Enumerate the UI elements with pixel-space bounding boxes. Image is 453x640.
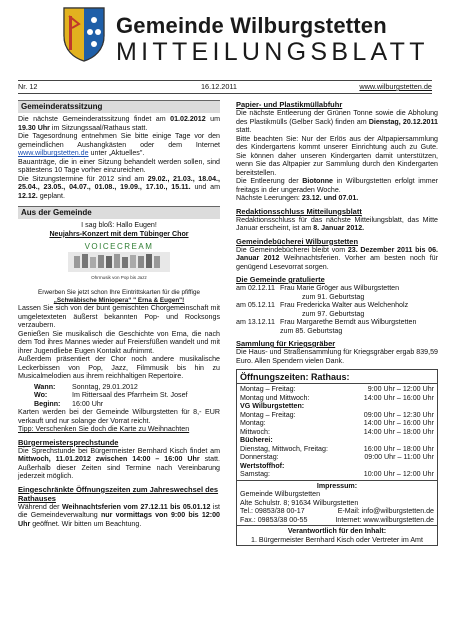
responsibility: Verantwortlich für den Inhalt: 1. Bürgermeister Bernhard Kisch oder Vertreter im Amt bbox=[237, 526, 437, 545]
hours-row: Montag – Freitag: 9:00 Uhr – 12:00 Uhr bbox=[240, 385, 434, 393]
hours-row: Dienstag, Mittwoch, Freitag: 16:00 Uhr – 18:00 Uhr bbox=[240, 444, 434, 453]
hours-row: Montag: 14:00 Uhr – 16:00 Uhr bbox=[240, 419, 434, 427]
left-column bbox=[18, 100, 220, 528]
paragraph: Die Entleerung der Biotonne in Wilburgstetten erfolgt immer freitags in der ungeraden Woche. bbox=[236, 177, 439, 194]
event-label: Wo: bbox=[34, 391, 48, 400]
hours-subheading: VG Wilburgstetten: bbox=[240, 402, 305, 410]
paragraph: Bitte beachten Sie: Nur der Erlös aus der Altpapiersammlung des Kindergartens kommt unserer Einrichtung auch zu Gute. Sie können daher unseren Kindergarten damit unterstützen, wenn Sie das Altpapier zur Sammlung durch den Kindergarten bereitstellen. bbox=[236, 134, 438, 177]
choir-logo bbox=[64, 240, 174, 286]
intro-line: I sag bloß: Hallo Eugen! bbox=[81, 221, 157, 229]
logo-wordmark: VOICECREAM bbox=[84, 242, 154, 251]
event-value: 16:00 Uhr bbox=[72, 399, 104, 408]
section-heading: Aus der Gemeinde bbox=[18, 206, 220, 219]
issue-number: Nr. 12 bbox=[18, 82, 38, 91]
paragraph: Bauanträge, die in einer Sitzung behandelt werden sollen, sind spätestens 10 Tage vorher einzureichen. bbox=[18, 157, 220, 174]
birthday-list bbox=[236, 284, 438, 335]
paragraph: Außerdem präsentiert der Chor noch andere musikalische Leckerbissen von Pop, Jazz, Filmmusik bis hin zu Musicalmelodien aus ihrem reichhaltigen Repertoire. bbox=[18, 355, 220, 381]
section-heading: Gemeinderatssitzung bbox=[18, 100, 220, 113]
paragraph: Die Tagesordnung entnehmen Sie bitte einige Tage vor den gemeindlichen Aushangkästen oder dem Internet www.wilburgstetten.de unter „Aktuelles". bbox=[18, 132, 220, 157]
hours-row: Montag – Freitag: 09:00 Uhr – 12:30 Uhr bbox=[240, 410, 434, 419]
event-value: Sonntag, 29.01.2012 bbox=[72, 382, 138, 391]
event-value: Im Rittersaal des Pfarrheim St. Josef bbox=[72, 391, 188, 400]
website-link[interactable]: www.wilburgstetten.de bbox=[18, 149, 89, 157]
paragraph: Die nächste Gemeinderatssitzung findet am 01.02.2012 um 19.30 Uhr im Sitzungssaal/Rathaus statt. bbox=[18, 115, 220, 132]
paragraph: Die Sprechstunde bei Bürgermeister Bernhard Kisch findet am Mittwoch, 11.01.2012 zwischen 14:00 – 16:00 Uhr statt. Außerhalb dieser Zeiten sind Termine nach Vereinbarung jederzeit möglich. bbox=[18, 446, 220, 481]
article-heading: Papier- und Plastikmüllabfuhr bbox=[236, 100, 343, 109]
article-heading: Redaktionsschluss Mitteilungsblatt bbox=[236, 206, 362, 216]
paragraph: Während der Weihnachtsferien vom 27.12.11 bis 05.01.12 ist die Gemeindeverwaltung nur vormittags von 9:00 bis 12:00 Uhr geöffnet. Wir bitten um Beachtung. bbox=[18, 502, 221, 528]
paragraph: Karten werden bei der Gemeinde Wilburgstetten für 8,- EUR verkauft und nur solange der Vorrat reicht. bbox=[18, 408, 220, 425]
paragraph: Erwerben Sie jetzt schon Ihre Eintrittskarten für die pfiffige bbox=[38, 289, 200, 296]
tip-line: Tipp: Verschenken Sie doch die Karte zu Weihnachten bbox=[18, 425, 190, 434]
event-label: Wann: bbox=[34, 382, 56, 391]
paragraph: Die Gemeindebücherei bleibt vom 23. Dezember 2011 bis 06. Januar 2012 Weihnachtsferien. Vorher am besten noch für genügend Lesevorrat sorgen. bbox=[236, 245, 439, 271]
list-item: am 02.12.11 Frau Marie Gröger aus Wilburgstetten bbox=[236, 284, 400, 292]
municipality-title: Gemeinde Wilburgstetten bbox=[116, 13, 387, 38]
website-link[interactable]: www.wilburgstetten.de bbox=[359, 82, 432, 91]
hours-subheading: Wertstoffhof: bbox=[240, 461, 285, 470]
article-heading: Neujahrs-Konzert mit dem Tübinger Chor bbox=[49, 229, 189, 238]
divider bbox=[18, 93, 432, 94]
hours-row: Montag und Mittwoch: 14:00 Uhr – 16:00 Uhr bbox=[240, 393, 434, 402]
list-item: zum 91. Geburtstag bbox=[302, 292, 365, 301]
event-details bbox=[18, 383, 220, 409]
hours-row: Donnerstag: 09:00 Uhr – 11:00 Uhr bbox=[240, 453, 434, 461]
box-heading: Öffnungszeiten: Rathaus: bbox=[237, 370, 437, 384]
paragraph: Die Sitzungstermine für 2012 sind am 29.02., 21.03., 18.04., 25.04., 23.05., 04.07., 01.08., 19.09., 17.10., 15.11. und am 12.12. geplant. bbox=[18, 174, 220, 200]
imprint-heading: Impressum: bbox=[316, 481, 358, 490]
event-label: Beginn: bbox=[34, 399, 61, 408]
list-item: am 13.12.11 Frau Margarethe Berndt aus Wilburgstetten zum 85. Geburtstag bbox=[236, 318, 417, 335]
paragraph: „Schwäbische Miniopera“ " Erna & Eugen"! bbox=[53, 296, 185, 304]
paragraph: Lassen Sie sich von der bunt gemischten Chorgemeinschaft mit umgeletexteten äußerst bekannten Pop- und Rocksongs verzaubern. bbox=[18, 304, 220, 330]
issue-date: 16.12.2011 bbox=[201, 82, 237, 91]
article-heading: Die Gemeinde gratulierte bbox=[236, 275, 325, 284]
hours-row: Samstag: 10:00 Uhr – 12:00 Uhr bbox=[240, 470, 434, 478]
newsletter-title: MITTEILUNGSBLATT bbox=[116, 38, 429, 66]
paragraph: Redaktionsschluss für das nächste Mitteilungsblatt, das Mitte Januar erscheint, ist am 8. Januar 2012. bbox=[236, 215, 438, 232]
email-link[interactable]: E-Mail: info@wilburgstetten.de bbox=[337, 507, 434, 515]
right-column bbox=[236, 100, 438, 546]
hours-row: Mittwoch: 14:00 Uhr – 18:00 Uhr bbox=[240, 427, 434, 436]
opening-hours-box bbox=[236, 369, 438, 546]
issue-info bbox=[18, 82, 432, 92]
paragraph: Die nächste Entleerung der Grünen Tonne sowie die Abholung des Plastikmülls (Gelber Sack) finden am Dienstag, 20.12.2011 statt. bbox=[236, 109, 438, 134]
article-heading: Sammlung für Kriegsgräber bbox=[236, 339, 336, 348]
divider bbox=[18, 80, 432, 81]
coat-of-arms-icon bbox=[62, 6, 106, 62]
logo-tagline: Ohrmusik von Pop bis Jazz bbox=[91, 275, 147, 280]
list-item: am 05.12.11 Frau Fredericka Walter aus Welchenholz bbox=[236, 301, 409, 309]
list-item: zum 97. Geburtstag bbox=[302, 309, 365, 318]
article-heading: Bürgermeistersprechstunde bbox=[18, 437, 119, 447]
responsibility-heading: Verantwortlich für den Inhalt: bbox=[287, 527, 387, 535]
hours-subheading: Bücherei: bbox=[240, 436, 273, 444]
article-heading: Eingeschränkte Öffnungszeiten zum Jahreswechsel des Rathauses bbox=[18, 484, 219, 503]
article-heading: Gemeindebücherei Wilburgstetten bbox=[236, 236, 359, 246]
paragraph: Die Haus- und Straßensammlung für Kriegsgräber ergab 839,59 Euro. Allen Spendern vielen Dank. bbox=[236, 348, 438, 365]
website-link[interactable]: Internet: www.wilburgstetten.de bbox=[335, 515, 434, 524]
masthead bbox=[0, 0, 453, 80]
imprint: Impressum: Gemeinde Wilburgstetten Alte Schulstr. 8; 91634 Wilburgstetten Tel.: 09853/38 00-17 E-Mail: info@wilburgstetten.de Fax.: 09853/38 00-55 Internet: www.wilburgstetten.de bbox=[237, 481, 437, 527]
paragraph: Genießen Sie musikalisch die Geschichte von Erna, die nach dem Tod ihres Mannes wieder auf Freiersfüßen wandelt und mit ihrer Jugendliebe Eugen Kontakt aufnimmt. bbox=[18, 329, 220, 355]
paragraph: Nächste Leerungen: 23.12. und 07.01. bbox=[236, 194, 359, 202]
